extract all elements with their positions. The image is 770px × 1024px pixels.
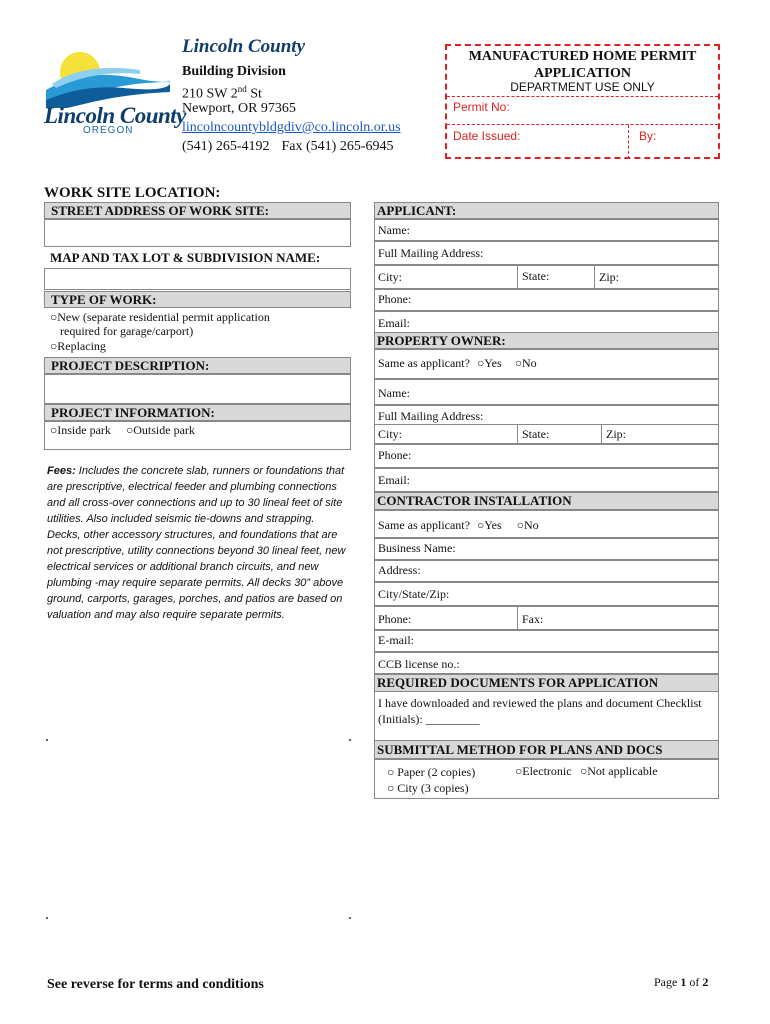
contractor-business-field[interactable]: Business Name: bbox=[374, 538, 719, 560]
applicant-state-label: State: bbox=[522, 269, 550, 283]
owner-no-option[interactable]: ○No bbox=[514, 356, 537, 370]
map-tax-lot-header: MAP AND TAX LOT & SUBDIVISION NAME: bbox=[44, 250, 351, 267]
owner-address-field[interactable]: Full Mailing Address: bbox=[374, 405, 719, 425]
owner-same-row: Same as applicant? ○Yes ○No bbox=[374, 349, 719, 379]
contractor-phone-row[interactable]: Phone: Fax: bbox=[374, 606, 719, 630]
applicant-header: APPLICANT: bbox=[374, 202, 719, 219]
applicant-city-row[interactable]: City: State: Zip: bbox=[374, 265, 719, 289]
outside-park-option[interactable]: ○Outside park bbox=[126, 423, 195, 437]
applicant-zip-label: Zip: bbox=[599, 270, 619, 284]
submittal-box bbox=[374, 759, 719, 799]
fees-note: Fees: Includes the concrete slab, runners or foundations that are prescriptive, electrical feeder and plumbing connections and all cross-over connections and up to 30 lineal feet of site utilities. Also included seismic tie-downs and strapping. Decks, other accessory structures, and foundations that are not prescriptive, utility connections beyond 30 lineal feet, new electrical services or additional branch circuits, and new plumbing -may require separate permits. All decks 30” above ground, carports, garages, porches, and patios are based on valuation and may also require separate permits. bbox=[47, 465, 346, 621]
inside-park-option[interactable]: ○Inside park bbox=[50, 423, 111, 437]
contractor-ccb-field[interactable]: CCB license no.: bbox=[374, 652, 719, 674]
not-applicable-option[interactable]: ○Not applicable bbox=[580, 764, 658, 778]
email-link[interactable]: lincolncountybldgdiv@co.lincoln.or.us bbox=[182, 120, 401, 135]
project-description-header: PROJECT DESCRIPTION: bbox=[44, 357, 351, 374]
department-use-box bbox=[445, 44, 720, 159]
type-new-option[interactable]: ○New (separate residential permit application bbox=[50, 310, 270, 324]
paper-option[interactable]: ○ Paper (2 copies) bbox=[387, 765, 476, 779]
page-number: Page 1 of 2 bbox=[654, 975, 709, 989]
owner-name-field[interactable]: Name: bbox=[374, 379, 719, 405]
contractor-fax-label: Fax: bbox=[522, 612, 544, 626]
owner-yes-option[interactable]: ○Yes bbox=[476, 356, 502, 370]
contractor-address-field[interactable]: Address: bbox=[374, 560, 719, 582]
contractor-csz-field[interactable]: City/State/Zip: bbox=[374, 582, 719, 606]
radio-icon[interactable]: ○ bbox=[126, 423, 134, 437]
property-owner-header: PROPERTY OWNER: bbox=[374, 332, 719, 349]
radio-icon[interactable]: ○ bbox=[50, 310, 58, 324]
project-description-input[interactable] bbox=[44, 374, 351, 404]
department-use-label: DEPARTMENT USE ONLY bbox=[510, 80, 655, 94]
owner-state-label: State: bbox=[522, 427, 550, 441]
initials-field[interactable]: (Initials): _________ bbox=[378, 712, 480, 726]
contractor-yes-option[interactable]: ○Yes bbox=[476, 518, 502, 532]
street-address-input[interactable] bbox=[44, 219, 351, 247]
contractor-email-field[interactable]: E-mail: bbox=[374, 630, 719, 652]
logo-wordmark: Lincoln County bbox=[44, 103, 186, 128]
documents-line1: I have downloaded and reviewed the plans and document Checklist bbox=[378, 696, 702, 710]
street-address-header: STREET ADDRESS OF WORK SITE: bbox=[44, 202, 351, 219]
map-tax-lot-input[interactable] bbox=[44, 268, 351, 290]
radio-icon[interactable]: ○ bbox=[50, 339, 58, 353]
division-name: Building Division bbox=[182, 64, 286, 79]
date-issued-field[interactable]: Date Issued: By: bbox=[447, 124, 718, 159]
documents-header: REQUIRED DOCUMENTS FOR APPLICATION bbox=[374, 674, 719, 692]
sun-wave-icon bbox=[44, 48, 170, 108]
form-title: MANUFACTURED HOME PERMIT APPLICATION bbox=[468, 49, 697, 81]
radio-icon[interactable]: ○ bbox=[50, 423, 58, 437]
street-address: 210 SW 2nd St bbox=[182, 84, 262, 102]
work-site-caption: WORK SITE LOCATION: bbox=[44, 185, 221, 201]
owner-phone-field[interactable]: Phone: bbox=[374, 444, 719, 468]
type-replacing-option[interactable]: ○Replacing bbox=[50, 339, 106, 353]
applicant-phone-field[interactable]: Phone: bbox=[374, 289, 719, 311]
county-title: Lincoln County bbox=[182, 36, 305, 57]
contractor-header: CONTRACTOR INSTALLATION bbox=[374, 492, 719, 510]
owner-zip-label: Zip: bbox=[606, 427, 626, 441]
contractor-same-row: Same as applicant? ○Yes ○No bbox=[374, 510, 719, 538]
type-of-work-header: TYPE OF WORK: bbox=[44, 291, 351, 308]
city-address: Newport, OR 97365 bbox=[182, 101, 296, 116]
owner-email-field[interactable]: Email: bbox=[374, 468, 719, 492]
city-copies-option[interactable]: ○ City (3 copies) bbox=[387, 781, 469, 795]
permit-no-field[interactable]: Permit No: bbox=[447, 96, 718, 124]
applicant-name-field[interactable]: Name: bbox=[374, 219, 719, 241]
contractor-no-option[interactable]: ○No bbox=[516, 518, 539, 532]
type-new-note: required for garage/carport) bbox=[60, 324, 194, 338]
applicant-address-field[interactable]: Full Mailing Address: bbox=[374, 241, 719, 265]
terms-note: See reverse for terms and conditions bbox=[47, 977, 264, 992]
documents-box[interactable] bbox=[374, 692, 719, 740]
phone-fax: (541) 265-4192 Fax (541) 265-6945 bbox=[182, 139, 394, 154]
submittal-header: SUBMITTAL METHOD FOR PLANS AND DOCS bbox=[374, 740, 719, 759]
applicant-email-field[interactable]: Email: bbox=[374, 311, 719, 333]
owner-city-row[interactable]: City: State: Zip: bbox=[374, 424, 719, 444]
electronic-option[interactable]: ○Electronic bbox=[515, 764, 572, 778]
logo-state: OREGON bbox=[83, 125, 134, 136]
project-information-header: PROJECT INFORMATION: bbox=[44, 404, 351, 421]
issued-by-label: By: bbox=[639, 129, 657, 143]
